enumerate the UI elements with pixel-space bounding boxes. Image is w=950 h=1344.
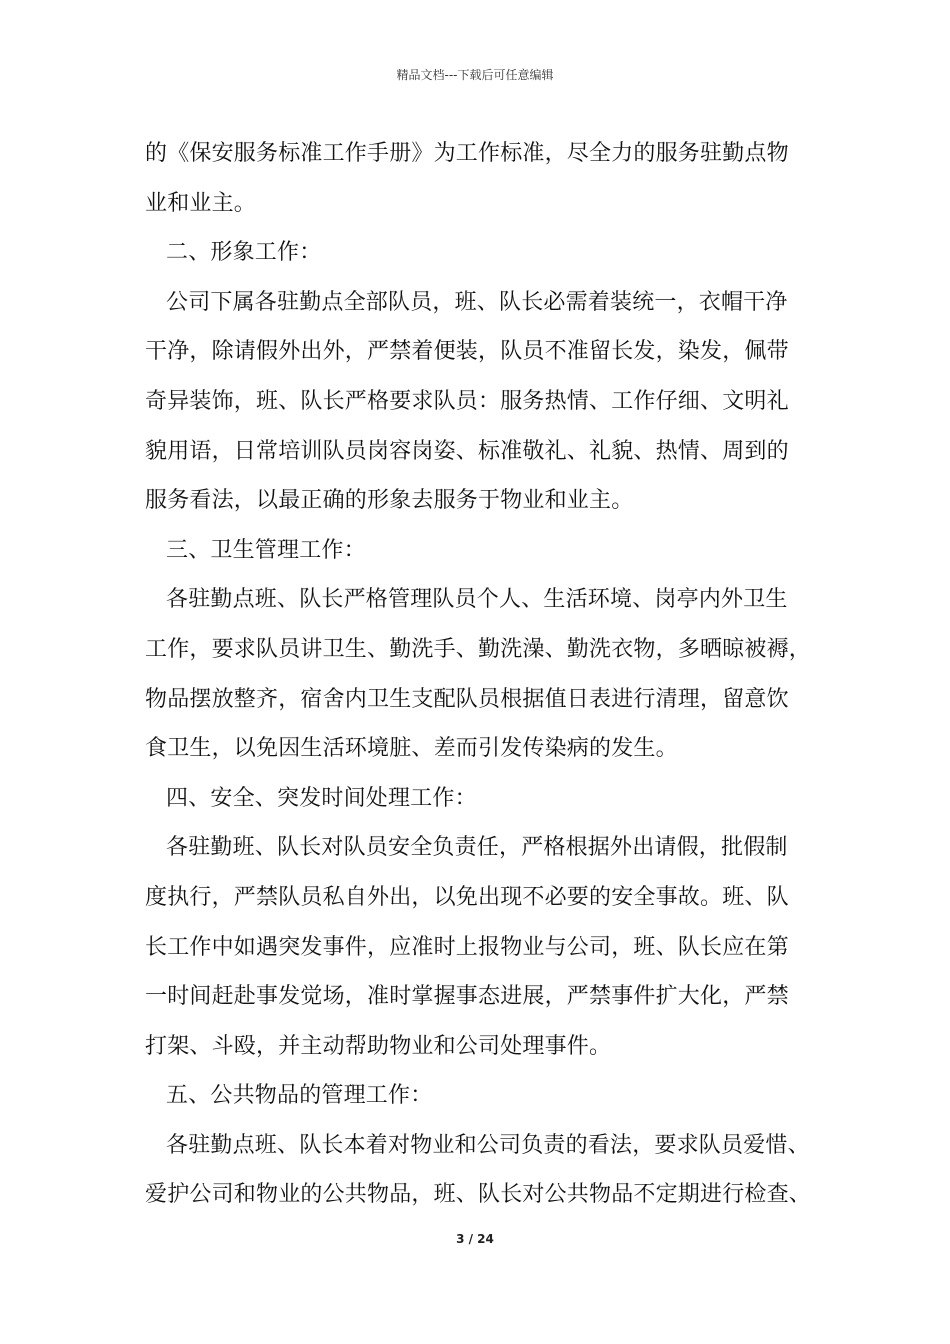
paragraph-start-line: 三、卫生管理工作：	[166, 537, 366, 563]
paragraph-start-line: 各驻勤点班、队长严格管理队员个人、生活环境、岗亭内外卫生	[166, 587, 788, 613]
text-line: 业和业主。	[145, 190, 257, 216]
text-line: 的《保安服务标准工作手册》为工作标准，尽全力的服务驻勤点物	[145, 141, 789, 166]
paragraph-start-line: 各驻勤点班、队长本着对物业和公司负责的看法，要求队员爱惜、	[166, 1132, 810, 1158]
text-line: 一时间赶赴事发觉场，准时掌握事态进展，严禁事件扩大化，严禁	[145, 984, 789, 1010]
text-line: 奇异装饰，班、队长严格要求队员：服务热情、工作仔细、文明礼	[145, 388, 789, 414]
paragraph-start-line: 二、形象工作：	[166, 240, 322, 266]
text-line: 服务看法，以最正确的形象去服务于物业和业主。	[145, 488, 634, 514]
document-body	[145, 129, 835, 1220]
text-line: 工作，要求队员讲卫生、勤洗手、勤洗澡、勤洗衣物，多晒晾被褥，	[145, 636, 812, 662]
page-number: 3 / 24	[456, 1232, 494, 1246]
text-line: 物品摆放整齐，宿舍内卫生支配队员根据值日表进行清理，留意饮	[145, 686, 789, 712]
paragraph-start-line: 各驻勤班、队长对队员安全负责任，严格根据外出请假，批假制	[166, 835, 788, 861]
text-line: 度执行，严禁队员私自外出，以免出现不必要的安全事故。班、队	[145, 884, 789, 910]
text-line: 食卫生，以免因生活环境脏、差而引发传染病的发生。	[145, 736, 678, 762]
text-line: 爱护公司和物业的公共物品，班、队长对公共物品不定期进行检查、	[145, 1182, 812, 1208]
paragraph-start-line: 四、安全、突发时间处理工作：	[166, 785, 477, 811]
text-line: 貌用语，日常培训队员岗容岗姿、标准敬礼、礼貌、热情、周到的	[145, 438, 789, 464]
paragraph-start-line: 五、公共物品的管理工作：	[166, 1083, 433, 1109]
page-header: 精品文档---下载后可任意编辑	[396, 68, 554, 82]
text-line: 打架、斗殴，并主动帮助物业和公司处理事件。	[145, 1033, 612, 1059]
text-line: 长工作中如遇突发事件，应准时上报物业与公司，班、队长应在第	[145, 934, 789, 960]
text-line: 干净，除请假外出外，严禁着便装，队员不准留长发，染发，佩带	[145, 339, 789, 365]
paragraph-start-line: 公司下属各驻勤点全部队员，班、队长必需着装统一，衣帽干净	[166, 289, 788, 315]
